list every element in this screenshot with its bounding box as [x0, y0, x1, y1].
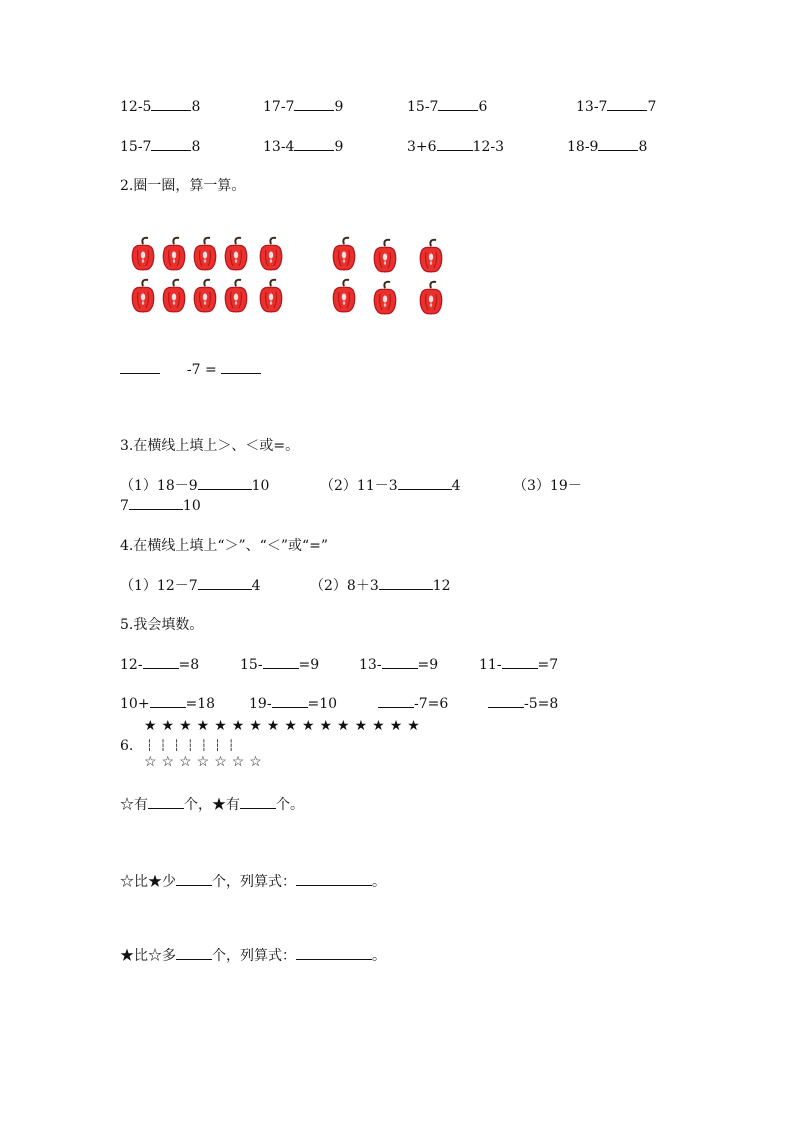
- q4-part-2: [310, 577, 451, 595]
- expr: 4: [251, 578, 261, 594]
- expr: =9: [298, 657, 320, 673]
- q2-equation: [120, 361, 261, 379]
- answer-blank[interactable]: [488, 695, 524, 708]
- black-stars-row: ★★★★★★★★★★★★★★★★: [144, 718, 425, 734]
- answer-blank[interactable]: [150, 695, 186, 708]
- q1-item-3: [407, 98, 487, 116]
- answer-blank[interactable]: [294, 138, 334, 151]
- expr: 6: [478, 99, 488, 115]
- expr: =18: [185, 696, 216, 712]
- expr: 10: [182, 498, 201, 514]
- answer-blank[interactable]: [437, 138, 473, 151]
- expr: =9: [417, 657, 439, 673]
- answer-blank[interactable]: [263, 656, 299, 669]
- expr: -5=8: [524, 696, 559, 712]
- expr: 13-7: [576, 99, 608, 115]
- q1-item-4: [576, 98, 656, 116]
- pepper-icon: [191, 278, 219, 314]
- expr: （1）12－7: [120, 578, 198, 594]
- expr: （1）18－9: [120, 478, 198, 494]
- q1-item-6: [263, 138, 343, 156]
- answer-blank[interactable]: [240, 796, 276, 809]
- formula-blank[interactable]: [296, 873, 372, 886]
- expr: 17-7: [263, 99, 295, 115]
- q5-item-8: [488, 695, 558, 713]
- q5-title: 5.我会填数。: [120, 617, 204, 633]
- answer-blank[interactable]: [272, 695, 308, 708]
- expr: 15-: [240, 657, 263, 673]
- prompt-text: ☆有: [120, 797, 148, 813]
- q5-item-6: [249, 695, 337, 713]
- pepper-icon: [129, 236, 157, 272]
- expr: 9: [334, 99, 344, 115]
- expr: 7: [647, 99, 657, 115]
- pepper-icon: [417, 238, 445, 274]
- pepper-icon: [160, 278, 188, 314]
- prompt-text: 个，列算式：: [212, 874, 296, 890]
- expr: 12: [432, 578, 451, 594]
- answer-blank[interactable]: [382, 656, 418, 669]
- answer-blank[interactable]: [148, 796, 184, 809]
- expr: 12-5: [120, 99, 152, 115]
- q6-line-1: [120, 796, 304, 814]
- q3-part-3-cont: [120, 497, 201, 515]
- q5-item-1: [120, 656, 199, 674]
- pepper-icon: [257, 278, 285, 314]
- prompt-text: 个。: [276, 797, 304, 813]
- prompt-text: ★比☆多: [120, 948, 176, 964]
- expr: -7=6: [414, 696, 449, 712]
- expr: 8: [191, 99, 201, 115]
- answer-blank[interactable]: [398, 477, 452, 490]
- formula-blank[interactable]: [296, 947, 372, 960]
- q1-item-1: [120, 98, 200, 116]
- q3-title: 3.在横线上填上＞、＜或=。: [120, 438, 300, 454]
- answer-blank[interactable]: [151, 138, 191, 151]
- pepper-icon: [330, 236, 358, 272]
- answer-blank[interactable]: [598, 138, 638, 151]
- q4-title: 4.在横线上填上“＞”、“＜”或“=”: [120, 538, 329, 554]
- q1-item-2: [263, 98, 343, 116]
- expr: 18-9: [567, 139, 599, 155]
- answer-blank[interactable]: [151, 98, 191, 111]
- prompt-text: 个，★有: [184, 797, 240, 813]
- pepper-icon: [191, 236, 219, 272]
- expr: =7: [537, 657, 559, 673]
- q6-line-3: [120, 947, 386, 965]
- prompt-text: 个，列算式：: [212, 948, 296, 964]
- white-stars-row: ☆☆☆☆☆☆☆: [144, 754, 267, 770]
- expr: 8: [191, 139, 201, 155]
- expr: 12-3: [472, 139, 504, 155]
- answer-blank[interactable]: [129, 497, 183, 510]
- prompt-text: 。: [372, 948, 386, 964]
- q5-item-4: [479, 656, 558, 674]
- answer-blank[interactable]: [294, 98, 334, 111]
- pepper-icon: [330, 278, 358, 314]
- q6-line-2: [120, 873, 386, 891]
- q5-item-3: [359, 656, 438, 674]
- answer-blank[interactable]: [378, 695, 414, 708]
- q3-part-3: （3）19－: [513, 478, 582, 494]
- pepper-icon: [417, 280, 445, 316]
- pepper-icon: [129, 278, 157, 314]
- q1-item-5: [120, 138, 200, 156]
- answer-blank[interactable]: [607, 98, 647, 111]
- q3-part-1: [120, 477, 269, 495]
- answer-blank[interactable]: [198, 477, 252, 490]
- expr: 9: [334, 139, 344, 155]
- answer-blank[interactable]: [120, 361, 160, 374]
- prompt-text: 。: [372, 874, 386, 890]
- pepper-icon: [222, 278, 250, 314]
- expr: （2）11－3: [320, 478, 398, 494]
- q3-part-2: [320, 477, 461, 495]
- expr: 19-: [249, 696, 272, 712]
- answer-blank[interactable]: [198, 577, 252, 590]
- q5-item-5: [120, 695, 215, 713]
- expr: 13-4: [263, 139, 295, 155]
- equation-text: -7 =: [186, 362, 217, 378]
- pepper-icon: [257, 236, 285, 272]
- answer-blank[interactable]: [176, 947, 212, 960]
- expr: 11-: [479, 657, 502, 673]
- expr: 8: [638, 139, 648, 155]
- answer-blank[interactable]: [438, 98, 478, 111]
- expr: 13-: [359, 657, 382, 673]
- pepper-icon: [371, 238, 399, 274]
- q2-title: 2.圈一圈，算一算。: [120, 178, 246, 194]
- pepper-icon: [371, 280, 399, 316]
- expr: 4: [451, 478, 461, 494]
- q5-item-7: [378, 695, 448, 713]
- expr: =10: [307, 696, 338, 712]
- q4-part-1: [120, 577, 261, 595]
- expr: 15-7: [407, 99, 439, 115]
- expr: 10+: [120, 696, 150, 712]
- dotted-lines-row: ┆┆┆┆┆┆┆: [146, 739, 242, 752]
- q6-number: 6.: [120, 738, 134, 754]
- expr: （2）8＋3: [310, 578, 379, 594]
- expr: 15-7: [120, 139, 152, 155]
- answer-blank[interactable]: [176, 873, 212, 886]
- expr: 7: [120, 498, 129, 514]
- q1-item-7: [407, 138, 504, 156]
- pepper-icon: [222, 236, 250, 272]
- answer-blank[interactable]: [221, 361, 261, 374]
- answer-blank[interactable]: [143, 656, 179, 669]
- expr: 12-: [120, 657, 143, 673]
- answer-blank[interactable]: [502, 656, 538, 669]
- pepper-icon: [160, 236, 188, 272]
- answer-blank[interactable]: [379, 577, 433, 590]
- expr: 10: [251, 478, 270, 494]
- q5-item-2: [240, 656, 319, 674]
- expr: =8: [178, 657, 200, 673]
- prompt-text: ☆比★少: [120, 874, 176, 890]
- expr: 3+6: [407, 139, 437, 155]
- q1-item-8: [567, 138, 647, 156]
